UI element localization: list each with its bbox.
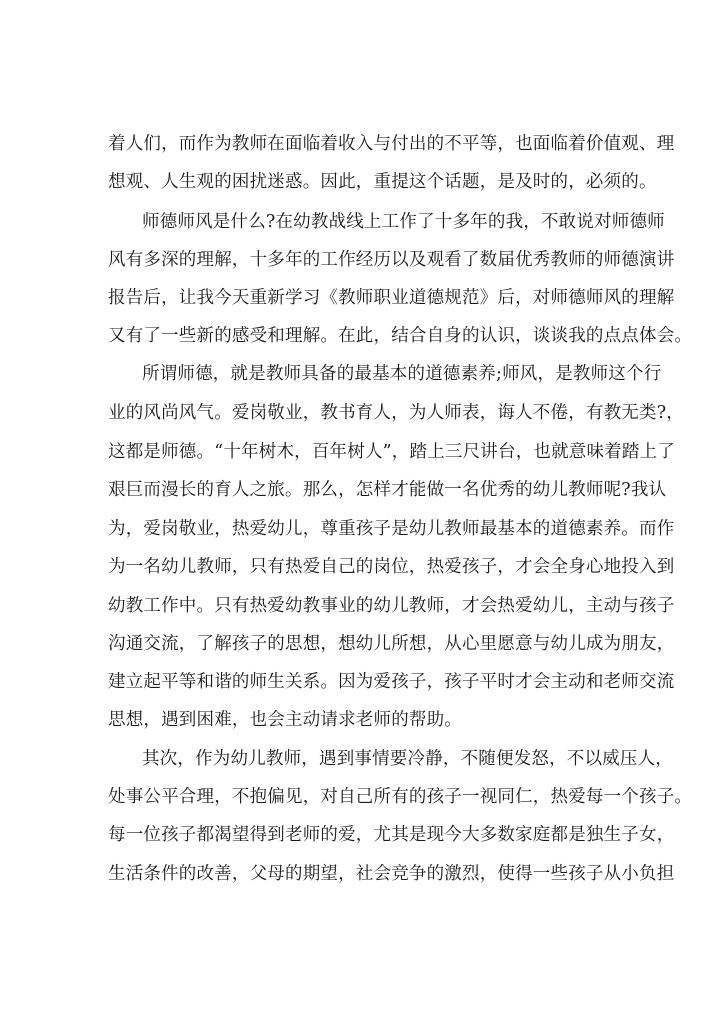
text-line: 思想，遇到困难，也会主动请求老师的帮助。 bbox=[108, 710, 462, 730]
text-line: 为一名幼儿教师，只有热爱自己的岗位，热爱孩子，才会全身心地投入到 bbox=[108, 557, 675, 577]
text-line: 想观、人生观的困扰迷惑。因此，重提这个话题，是及时的，必须的。 bbox=[108, 172, 657, 192]
text-line: 每一位孩子都渴望得到老师的爱，尤其是现今大多数家庭都是独生子女， bbox=[108, 825, 675, 845]
text-line: 处事公平合理，不抱偏见，对自己所有的孩子一视同仁，热爱每一个孩子。 bbox=[108, 787, 693, 807]
text-line: 报告后，让我今天重新学习《教师职业道德规范》后，对师德师风的理解 bbox=[108, 288, 675, 308]
text-line: 业的风尚风气。爱岗敬业，教书育人，为人师表，诲人不倦，有教无类?， bbox=[108, 403, 684, 423]
text-line: 所谓师德，就是教师具备的最基本的道德素养;师风，是教师这个行 bbox=[142, 364, 662, 384]
text-line: 建立起平等和谐的师生关系。因为爱孩子，孩子平时才会主动和老师交流 bbox=[108, 672, 675, 692]
text-line: 其次，作为幼儿教师，遇到事情要冷静，不随便发怒，不以威压人， bbox=[142, 749, 673, 769]
text-line: 风有多深的理解，十多年的工作经历以及观看了数届优秀教师的师德演讲 bbox=[108, 250, 675, 270]
text-line: 幼教工作中。只有热爱幼教事业的幼儿教师，才会热爱幼儿，主动与孩子 bbox=[108, 596, 675, 616]
text-line: 着人们，而作为教师在面临着收入与付出的不平等，也面临着价值观、理 bbox=[108, 134, 675, 154]
text-line: 师德师风是什么?在幼教战线上工作了十多年的我，不敢说对师德师 bbox=[142, 212, 665, 232]
text-line: 生活条件的改善，父母的期望，社会竞争的激烈，使得一些孩子从小负担 bbox=[108, 864, 675, 884]
text-line: 这都是师德。“十年树木，百年树人”，踏上三尺讲台，也就意味着踏上了 bbox=[108, 442, 675, 462]
text-line: 艰巨而漫长的育人之旅。那么，怎样才能做一名优秀的幼儿教师呢?我认 bbox=[108, 480, 667, 500]
text-line: 沟通交流，了解孩子的思想，想幼儿所想，从心里愿意与幼儿成为朋友， bbox=[108, 634, 675, 654]
text-line: 为，爱岗敬业，热爱幼儿，尊重孩子是幼儿教师最基本的道德素养。而作 bbox=[108, 519, 675, 539]
text-line: 又有了一些新的感受和理解。在此，结合自身的认识，谈谈我的点点体会。 bbox=[108, 326, 693, 346]
